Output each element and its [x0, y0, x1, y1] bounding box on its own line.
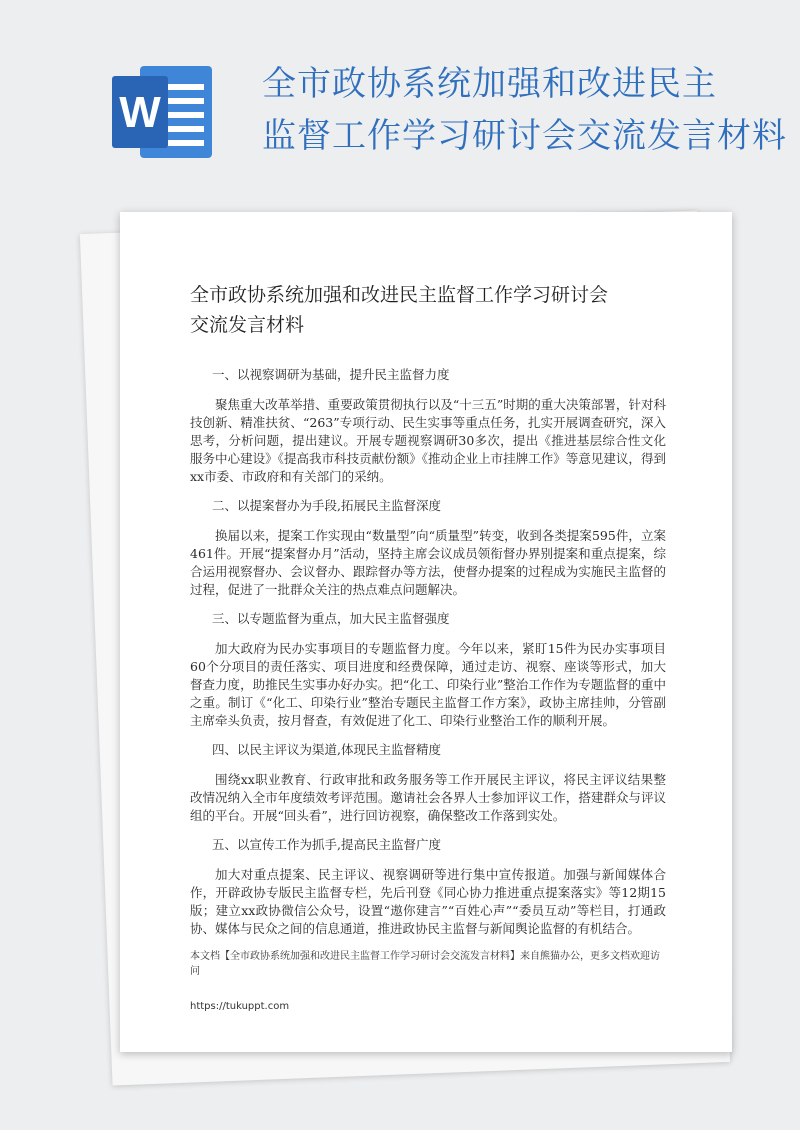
document-title-line-1: 全市政协系统加强和改进民主监督工作学习研讨会	[190, 284, 609, 306]
word-document-icon	[110, 62, 220, 162]
section-heading: 三、以专题监督为重点，加大民主监督强度	[212, 611, 450, 626]
section-paragraph: 围绕xx职业教育、行政审批和政务服务等工作开展民主评议，将民主评议结果整改情况纳入全市年度绩效考评范围。邀请社会各界人士参加评议工作，搭建群众与评议组的平台。开展“回头看”，进行回访视察，确保整改工作落到实处。	[190, 772, 666, 823]
section-paragraph: 加大政府为民办实事项目的专题监督力度。今年以来，紧盯15件为民办实事项目60个分项目的责任落实、项目进度和经费保障，通过走访、视察、座谈等形式，加大督查力度，助推民生实事办好办实。把“化工、印染行业”整治工作作为专题监督的重中之重。制订《“化工、印染行业”整治专题民主监督工作方案》，政协主席挂帅，分管副主席牵头负责，按月督查，有效促进了化工、印染行业整治工作的顺利开展。	[190, 641, 666, 728]
svg-text:W: W	[119, 88, 161, 137]
banner-title	[262, 58, 787, 162]
banner	[0, 0, 800, 230]
section-paragraph: 加大对重点提案、民主评议、视察调研等进行集中宣传报道。加强与新闻媒体合作，开辟政协专版民主监督专栏，先后刊登《同心协力推进重点提案落实》等12期15版；建立xx政协微信公众号，设置“遨你建言”“百姓心声”“委员互动”等栏目，打通政协、媒体与民众之间的信息通道，推进政协民主监督与新闻舆论监督的有机结合。	[190, 867, 666, 936]
document-title-line-2: 交流发言材料	[190, 314, 305, 336]
section-heading: 四、以民主评议为渠道,体现民主监督精度	[212, 742, 441, 757]
banner-title-line-1: 全市政协系统加强和改进民主	[262, 64, 717, 104]
section-paragraph: 聚焦重大改革举措、重要政策贯彻执行以及“十三五”时期的重大决策部署，针对科技创新、精准扶贫、“263”专项行动、民生实事等重点任务，扎实开展调查研究，深入思考，分析问题，提出建议。开展专题视察调研30多次，提出《推进基层综合性文化服务中心建设》《提高我市科技贡献份额》《推动企业上市挂牌工作》等意见建议，得到xx市委、市政府和有关部门的采纳。	[190, 397, 666, 484]
section-paragraph: 换届以来，提案工作实现由“数量型”向“质量型”转变，收到各类提案595件，立案461件。开展“提案督办月”活动，坚持主席会议成员领衔督办界别提案和重点提案，综合运用视察督办、会议督办、跟踪督办等方法，使督办提案的过程成为实施民主监督的过程，促进了一批群众关注的热点难点问题解决。	[190, 528, 666, 597]
section-heading: 一、以视察调研为基础，提升民主监督力度	[212, 367, 450, 382]
document-title	[190, 280, 666, 340]
section-2	[190, 497, 666, 599]
section-heading: 五、以宣传工作为抓手,提高民主监督广度	[212, 837, 441, 852]
banner-title-line-2: 监督工作学习研讨会交流发言材料	[262, 116, 787, 156]
section-heading: 二、以提案督办为手段,拓展民主监督深度	[212, 498, 441, 513]
section-4	[190, 741, 666, 825]
source-link[interactable]: https://tukuppt.com	[190, 1001, 290, 1012]
section-3	[190, 610, 666, 730]
section-5	[190, 836, 666, 938]
document-page	[120, 212, 732, 1052]
source-note: 本文档【全市政协系统加强和改进民主监督工作学习研讨会交流发言材料】来自熊猫办公，更多文档欢迎访问	[190, 951, 660, 977]
section-1	[190, 366, 666, 486]
